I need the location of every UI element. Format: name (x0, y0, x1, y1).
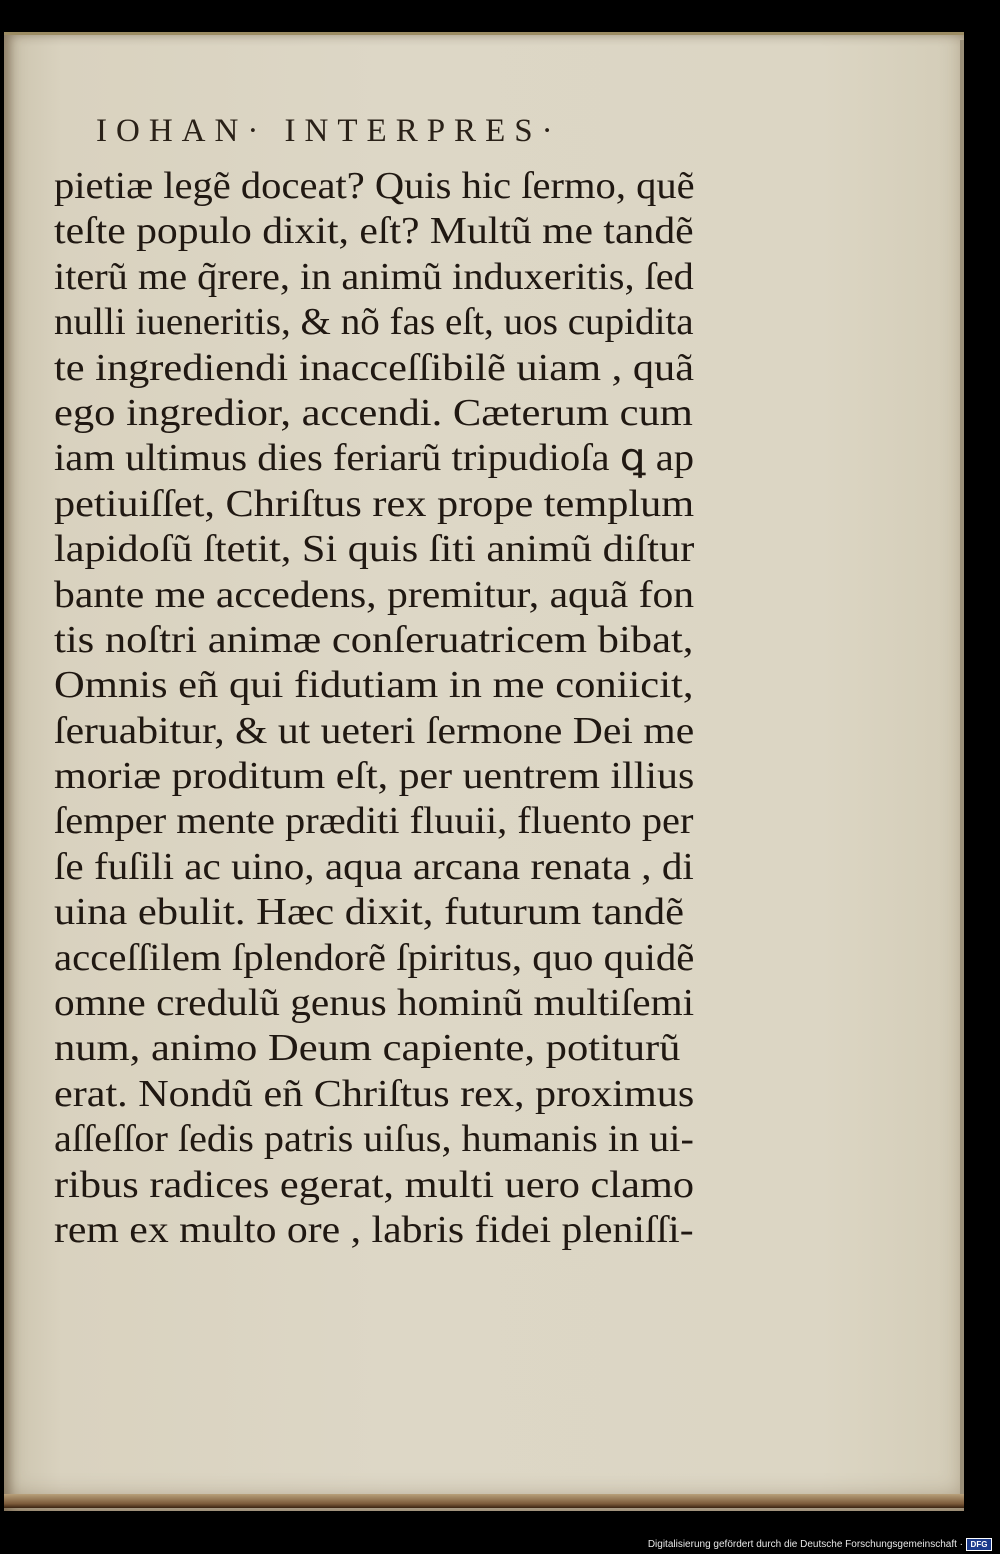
text-line: petiuiſſet, Chriſtus rex prope templum (54, 482, 695, 525)
text-line: omne credulũ genus hominũ multiſemi (54, 982, 695, 1025)
text-line: ſeruabitur, & ut ueteri ſermone Dei me (54, 709, 695, 752)
text-line: iam ultimus dies feriarũ tripudioſa ꝗ ap (54, 437, 695, 480)
text-line: ſe fuſili ac uino, aqua arcana renata , di (54, 845, 694, 888)
text-line: ribus radices egerat, multi uero clamo (54, 1163, 695, 1206)
text-line: te ingrediendi inacceſſibilẽ uiam , quã (54, 346, 695, 389)
page-right-edge (960, 40, 964, 1508)
page-bottom-edge (4, 1494, 964, 1508)
body-text (54, 164, 694, 1253)
text-line: nulli iueneritis, & nõ fas eſt, uos cupidita (54, 301, 694, 344)
text-line: Omnis eñ qui fidutiam in me coniicit, (54, 664, 694, 707)
text-line: iterũ me q̃rere, in animũ induxeritis, ſed (54, 255, 694, 298)
text-line: rem ex multo ore , labris fidei pleniſſi- (54, 1208, 694, 1251)
running-header: IOHAN· INTERPRES· (96, 113, 562, 149)
text-line: erat. Nondũ eñ Chriſtus rex, proximus (54, 1072, 695, 1115)
text-line: lapidoſũ ſtetit, Si quis ſiti animũ diſtur (54, 528, 695, 571)
text-line: moriæ proditum eſt, per uentrem illius (54, 755, 695, 798)
text-line: pietiæ legẽ doceat? Quis hic ſermo, quẽ (54, 165, 695, 207)
text-line: uina ebulit. Hæc dixit, futurum tandẽ (54, 891, 685, 934)
text-line: acceſſilem ſplendorẽ ſpiritus, quo quidẽ (54, 936, 695, 979)
text-line: ego ingredior, accendi. Cæterum cum (54, 391, 693, 434)
text-line: ſemper mente præditi fluuii, fluento per (54, 800, 694, 843)
text-line: tis noſtri animæ conſeruatricem bibat, (54, 618, 694, 661)
text-line: teſte populo dixit, eſt? Multũ me tandẽ (54, 210, 694, 253)
credit-text: Digitalisierung gefördert durch die Deutsche Forschungsgemeinschaft · (647, 1538, 963, 1550)
dfg-logo-icon: DFG (966, 1538, 992, 1551)
text-line: aſſeſſor ſedis patris uiſus, humanis in ui- (54, 1118, 694, 1161)
text-line: bante me accedens, premitur, aquã fon (54, 573, 695, 616)
digitization-credit (648, 1537, 992, 1551)
text-line: num, animo Deum capiente, potiturũ (54, 1027, 681, 1070)
